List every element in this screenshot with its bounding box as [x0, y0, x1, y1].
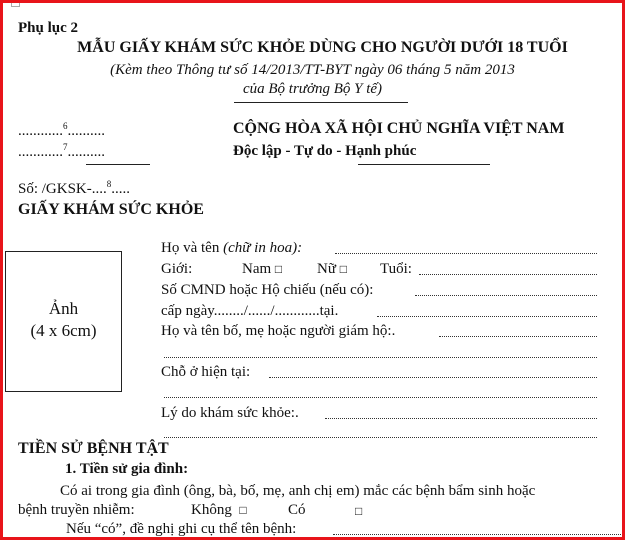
disease-name-field[interactable] [333, 534, 623, 535]
id-label: Số CMND hoặc Hộ chiếu (nếu có): [161, 282, 374, 298]
agency-line2: ............$^7$.......... [18, 142, 105, 160]
guardian-field[interactable] [439, 336, 597, 337]
reason-field[interactable] [325, 418, 597, 419]
no-option[interactable]: Không □ [191, 502, 247, 518]
motto: Độc lập - Tự do - Hạnh phúc [233, 143, 417, 159]
subtitle-line1: (Kèm theo Thông tư số 14/2013/TT-BYT ngày 06 tháng 5 năm 2013 [110, 62, 515, 78]
subtitle-line2: của Bộ trưởng Bộ Y tế) [242, 81, 383, 97]
age-label: Tuổi: [380, 261, 412, 277]
document-number: Số: /GKSK-....$^8$..... [18, 179, 131, 197]
age-field[interactable] [419, 274, 597, 275]
divider [234, 102, 408, 103]
guardian-label: Họ và tên bố, mẹ hoặc người giám hộ:. [161, 323, 396, 339]
agency-line1: ............$^6$.......... [18, 121, 105, 139]
address-field[interactable] [269, 377, 597, 378]
address-field-2[interactable] [164, 397, 597, 398]
document-title: GIẤY KHÁM SỨC KHỎE [18, 201, 204, 218]
address-label: Chỗ ở hiện tại: [161, 364, 251, 380]
family-history-heading: 1. Tiền sử gia đình: [65, 461, 189, 477]
male-checkbox[interactable]: □ [274, 262, 283, 276]
photo-placeholder [5, 251, 122, 392]
photo-label: Ảnh [48, 299, 79, 318]
divider [358, 164, 490, 165]
name-field[interactable] [335, 253, 597, 254]
appendix-label: Phụ lục 2 [18, 20, 79, 36]
guardian-field-2[interactable] [164, 357, 597, 358]
form-title: MẪU GIẤY KHÁM SỨC KHỎE DÙNG CHO NGƯỜI DƯỚI 18 TUỔI [77, 39, 568, 56]
family-question-cont: bệnh truyền nhiễm: [18, 502, 135, 518]
id-field[interactable] [415, 295, 597, 296]
divider [86, 164, 150, 165]
yes-checkbox[interactable]: □ [355, 504, 363, 518]
female-checkbox[interactable]: □ [339, 262, 347, 276]
reason-field-2[interactable] [164, 437, 597, 438]
photo-size: (4 x 6cm) [30, 321, 97, 340]
yes-option[interactable]: Có [288, 502, 306, 518]
text-boundary-mark [11, 0, 20, 7]
female-option[interactable]: Nữ □ [317, 261, 347, 277]
reason-label: Lý do khám sức khỏe:. [161, 405, 299, 421]
family-question: Có ai trong gia đình (ông, bà, bố, mẹ, anh chị em) mắc các bệnh bẩm sinh hoặc [60, 483, 536, 499]
issued-place-field[interactable] [377, 316, 597, 317]
if-yes-label: Nếu “có”, đề nghị ghi cụ thể tên bệnh: [66, 521, 297, 537]
country-name: CỘNG HÒA XÃ HỘI CHỦ NGHĨA VIỆT NAM [233, 120, 565, 137]
issued-label: cấp ngày......../....../............tại. [161, 303, 339, 319]
name-label: Họ và tên (chữ in hoa): [161, 240, 303, 256]
history-heading: TIỀN SỬ BỆNH TẬT [18, 440, 169, 457]
male-option[interactable]: Nam □ [242, 261, 283, 277]
gender-label: Giới: [161, 261, 193, 277]
no-checkbox[interactable]: □ [239, 503, 247, 517]
